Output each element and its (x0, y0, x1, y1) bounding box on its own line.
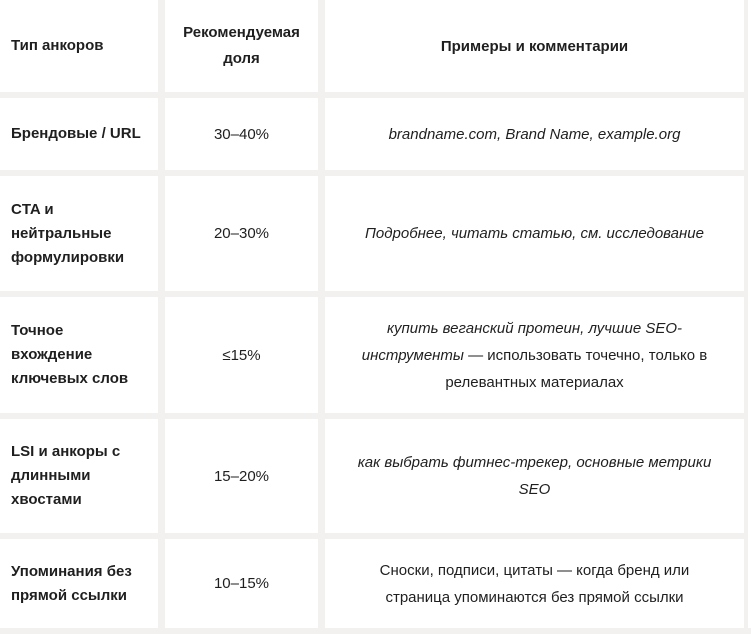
row-lsi-example-italic: как выбрать фитнес-трекер, основные метрики SEO (357, 454, 712, 498)
row-cta-share-value: 20–30% (213, 225, 270, 242)
row-mentions-type-cell (0, 539, 158, 628)
row-cta-type-cell (0, 176, 158, 291)
row-branded-type-cell (0, 98, 158, 170)
row-branded-share-cell (165, 98, 318, 170)
header-examples-comments (325, 0, 744, 92)
row-exact-example-italic: купить веганский протеин, лучшие SEO-инструменты (361, 319, 683, 364)
row-exact-example-regular: — использовать точечно, только в релевантных материалах (445, 346, 708, 391)
row-cta-type-label: CTA и нейтральные формулировки (11, 200, 125, 266)
row-cta-share-cell (165, 176, 318, 291)
row-branded-type-label: Брендовые / URL (11, 125, 141, 142)
row-branded-example-italic: brandname.com, Brand Name, example.org (388, 125, 681, 143)
row-lsi-example-text (347, 449, 722, 503)
header-anchor-type-label: Тип анкоров (11, 37, 104, 54)
row-lsi-share-cell (165, 419, 318, 533)
row-exact-share-cell (165, 297, 318, 413)
row-exact-share-value: ≤15% (222, 346, 261, 364)
row-mentions-example-text (347, 557, 722, 611)
row-mentions-example-cell (325, 539, 744, 628)
row-lsi-share-value: 15–20% (213, 467, 270, 485)
row-exact-example-cell (325, 297, 744, 413)
row-exact-type-label: Точное вхождение ключевых слов (11, 322, 129, 387)
row-mentions-example-regular: Сноски, подписи, цитаты — когда бренд или страница упоминаются без прямой ссылки (379, 561, 690, 606)
header-anchor-type (0, 0, 158, 92)
row-exact-type-cell (0, 297, 158, 413)
row-exact-example-text (347, 315, 722, 396)
row-cta-example-text (365, 220, 704, 247)
header-recommended-share (165, 0, 318, 92)
row-branded-share-value: 30–40% (213, 125, 270, 143)
header-examples-comments-label: Примеры и комментарии (440, 37, 629, 55)
row-branded-example-text (389, 121, 681, 148)
row-mentions-share-cell (165, 539, 318, 628)
header-recommended-share-label: Рекомендуемая доля (183, 24, 300, 67)
row-lsi-type-label: LSI и анкоры с длинными хвостами (11, 443, 121, 508)
row-lsi-type-cell (0, 419, 158, 533)
row-lsi-example-cell (325, 419, 744, 533)
row-cta-example-cell (325, 176, 744, 291)
row-mentions-type-label: Упоминания без прямой ссылки (11, 562, 132, 604)
row-branded-example-cell (325, 98, 744, 170)
row-cta-example-italic: Подробнее, читать статью, см. исследование (365, 225, 704, 242)
row-mentions-share-value: 10–15% (213, 575, 270, 592)
